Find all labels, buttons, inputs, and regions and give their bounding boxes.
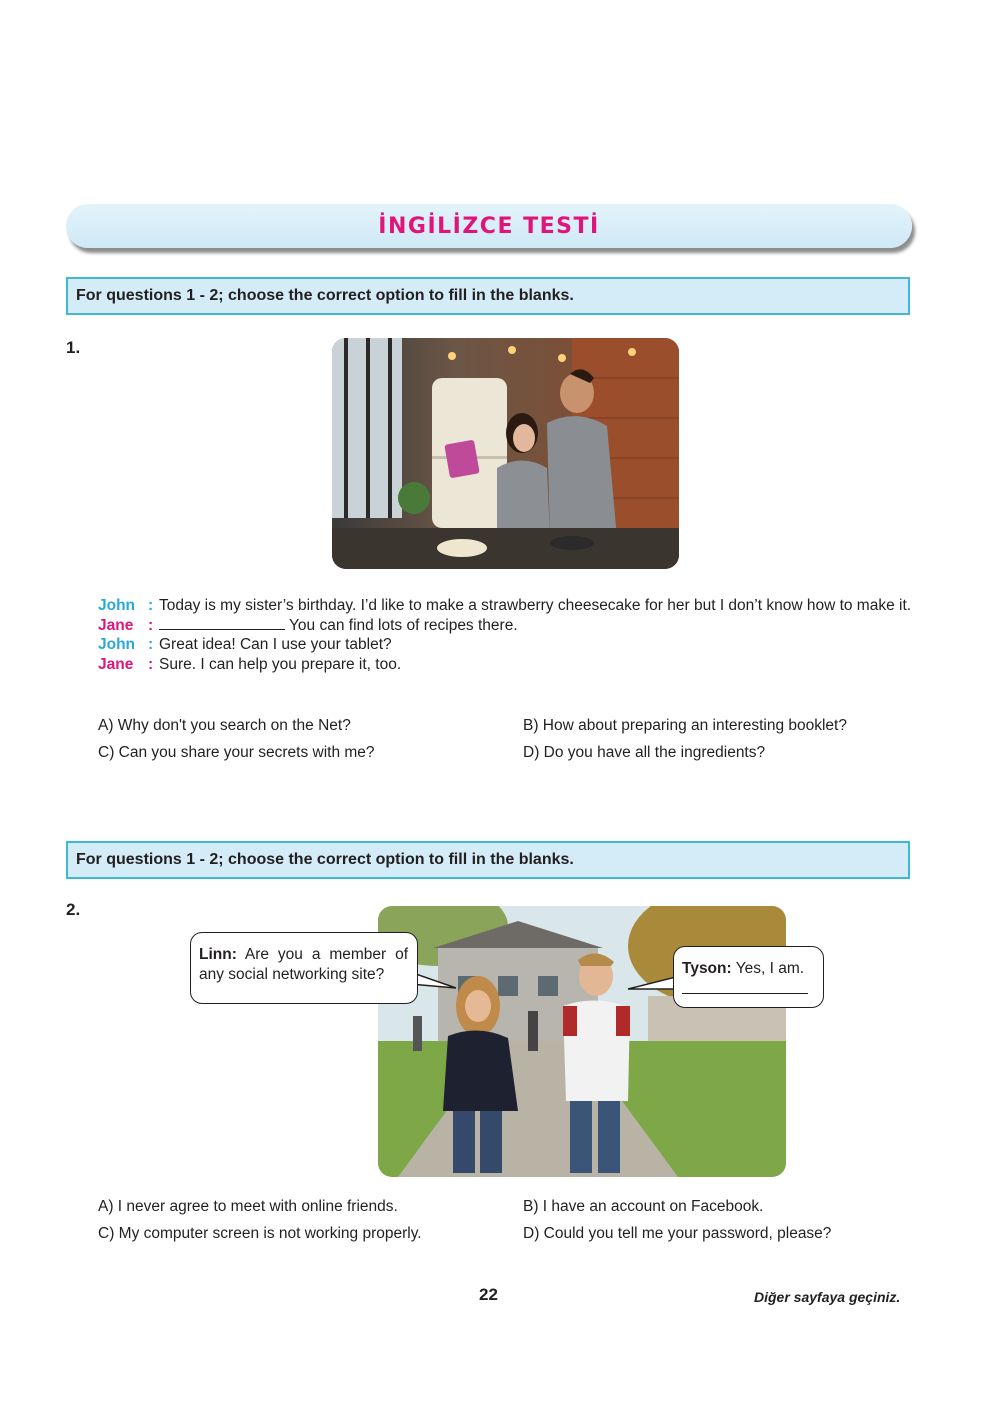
dialogue-text: Today is my sister’s birthday. I’d like to make a strawberry cheesecake for her but I don’t know how to make it.: [159, 597, 912, 614]
instruction-box-1: For questions 1 - 2; choose the correct option to fill in the blanks.: [66, 277, 910, 315]
kitchen-photo: [332, 338, 679, 569]
test-title: İNGİLİZCE TESTİ: [378, 213, 600, 239]
bubble-tail-right: [626, 975, 676, 995]
question-number-1: 1.: [66, 338, 81, 357]
dialogue-line: John : Today is my sister’s birthday. I’d like to make a strawberry cheesecake for her but I don’t know how to make it.: [98, 597, 912, 614]
option-a[interactable]: A) Why don't you search on the Net?: [98, 717, 351, 734]
dialogue-text: Great idea! Can I use your tablet?: [159, 636, 392, 653]
option-d[interactable]: D) Do you have all the ingredients?: [523, 744, 766, 761]
next-page-note: Diğer sayfaya geçiniz.: [754, 1289, 901, 1305]
dialogue-text: You can find lots of recipes there.: [289, 616, 518, 634]
answer-blank: [682, 993, 808, 994]
answer-blank: [159, 617, 285, 630]
dialogue-line: Jane : Sure. I can help you prepare it, too.: [98, 655, 913, 675]
speaker-jane: Jane: [98, 616, 134, 634]
bubble-text-linn: Are you a member of any social networking site?: [199, 946, 409, 983]
bubble-text-tyson: Yes, I am.: [735, 960, 805, 977]
speech-bubble-linn: [190, 932, 418, 1004]
dialogue-1: [98, 596, 913, 674]
dialogue-text: Sure. I can help you prepare it, too.: [159, 655, 402, 673]
option-d[interactable]: D) Could you tell me your password, please?: [523, 1225, 832, 1242]
option-a[interactable]: A) I never agree to meet with online friends.: [98, 1198, 398, 1215]
speech-bubble-tyson: [673, 946, 824, 1008]
option-c[interactable]: C) My computer screen is not working properly.: [98, 1225, 422, 1242]
dialogue-line: John : Great idea! Can I use your tablet?: [98, 635, 913, 655]
speaker-john: John: [98, 597, 136, 614]
page-number: 22: [479, 1285, 498, 1304]
instruction-box-2: For questions 1 - 2; choose the correct option to fill in the blanks.: [66, 841, 910, 879]
option-b[interactable]: B) I have an account on Facebook.: [523, 1198, 764, 1215]
speaker-jane: Jane: [98, 655, 134, 673]
question-number-2: 2.: [66, 900, 81, 919]
option-c[interactable]: C) Can you share your secrets with me?: [98, 744, 375, 761]
dialogue-line: Jane : You can find lots of recipes there.: [98, 616, 518, 634]
speaker-john: John: [98, 636, 136, 653]
test-title-banner: [66, 204, 912, 248]
bubble-speaker-tyson: Tyson:: [682, 960, 732, 977]
bubble-speaker-linn: Linn:: [199, 946, 237, 963]
option-b[interactable]: B) How about preparing an interesting booklet?: [523, 717, 847, 734]
